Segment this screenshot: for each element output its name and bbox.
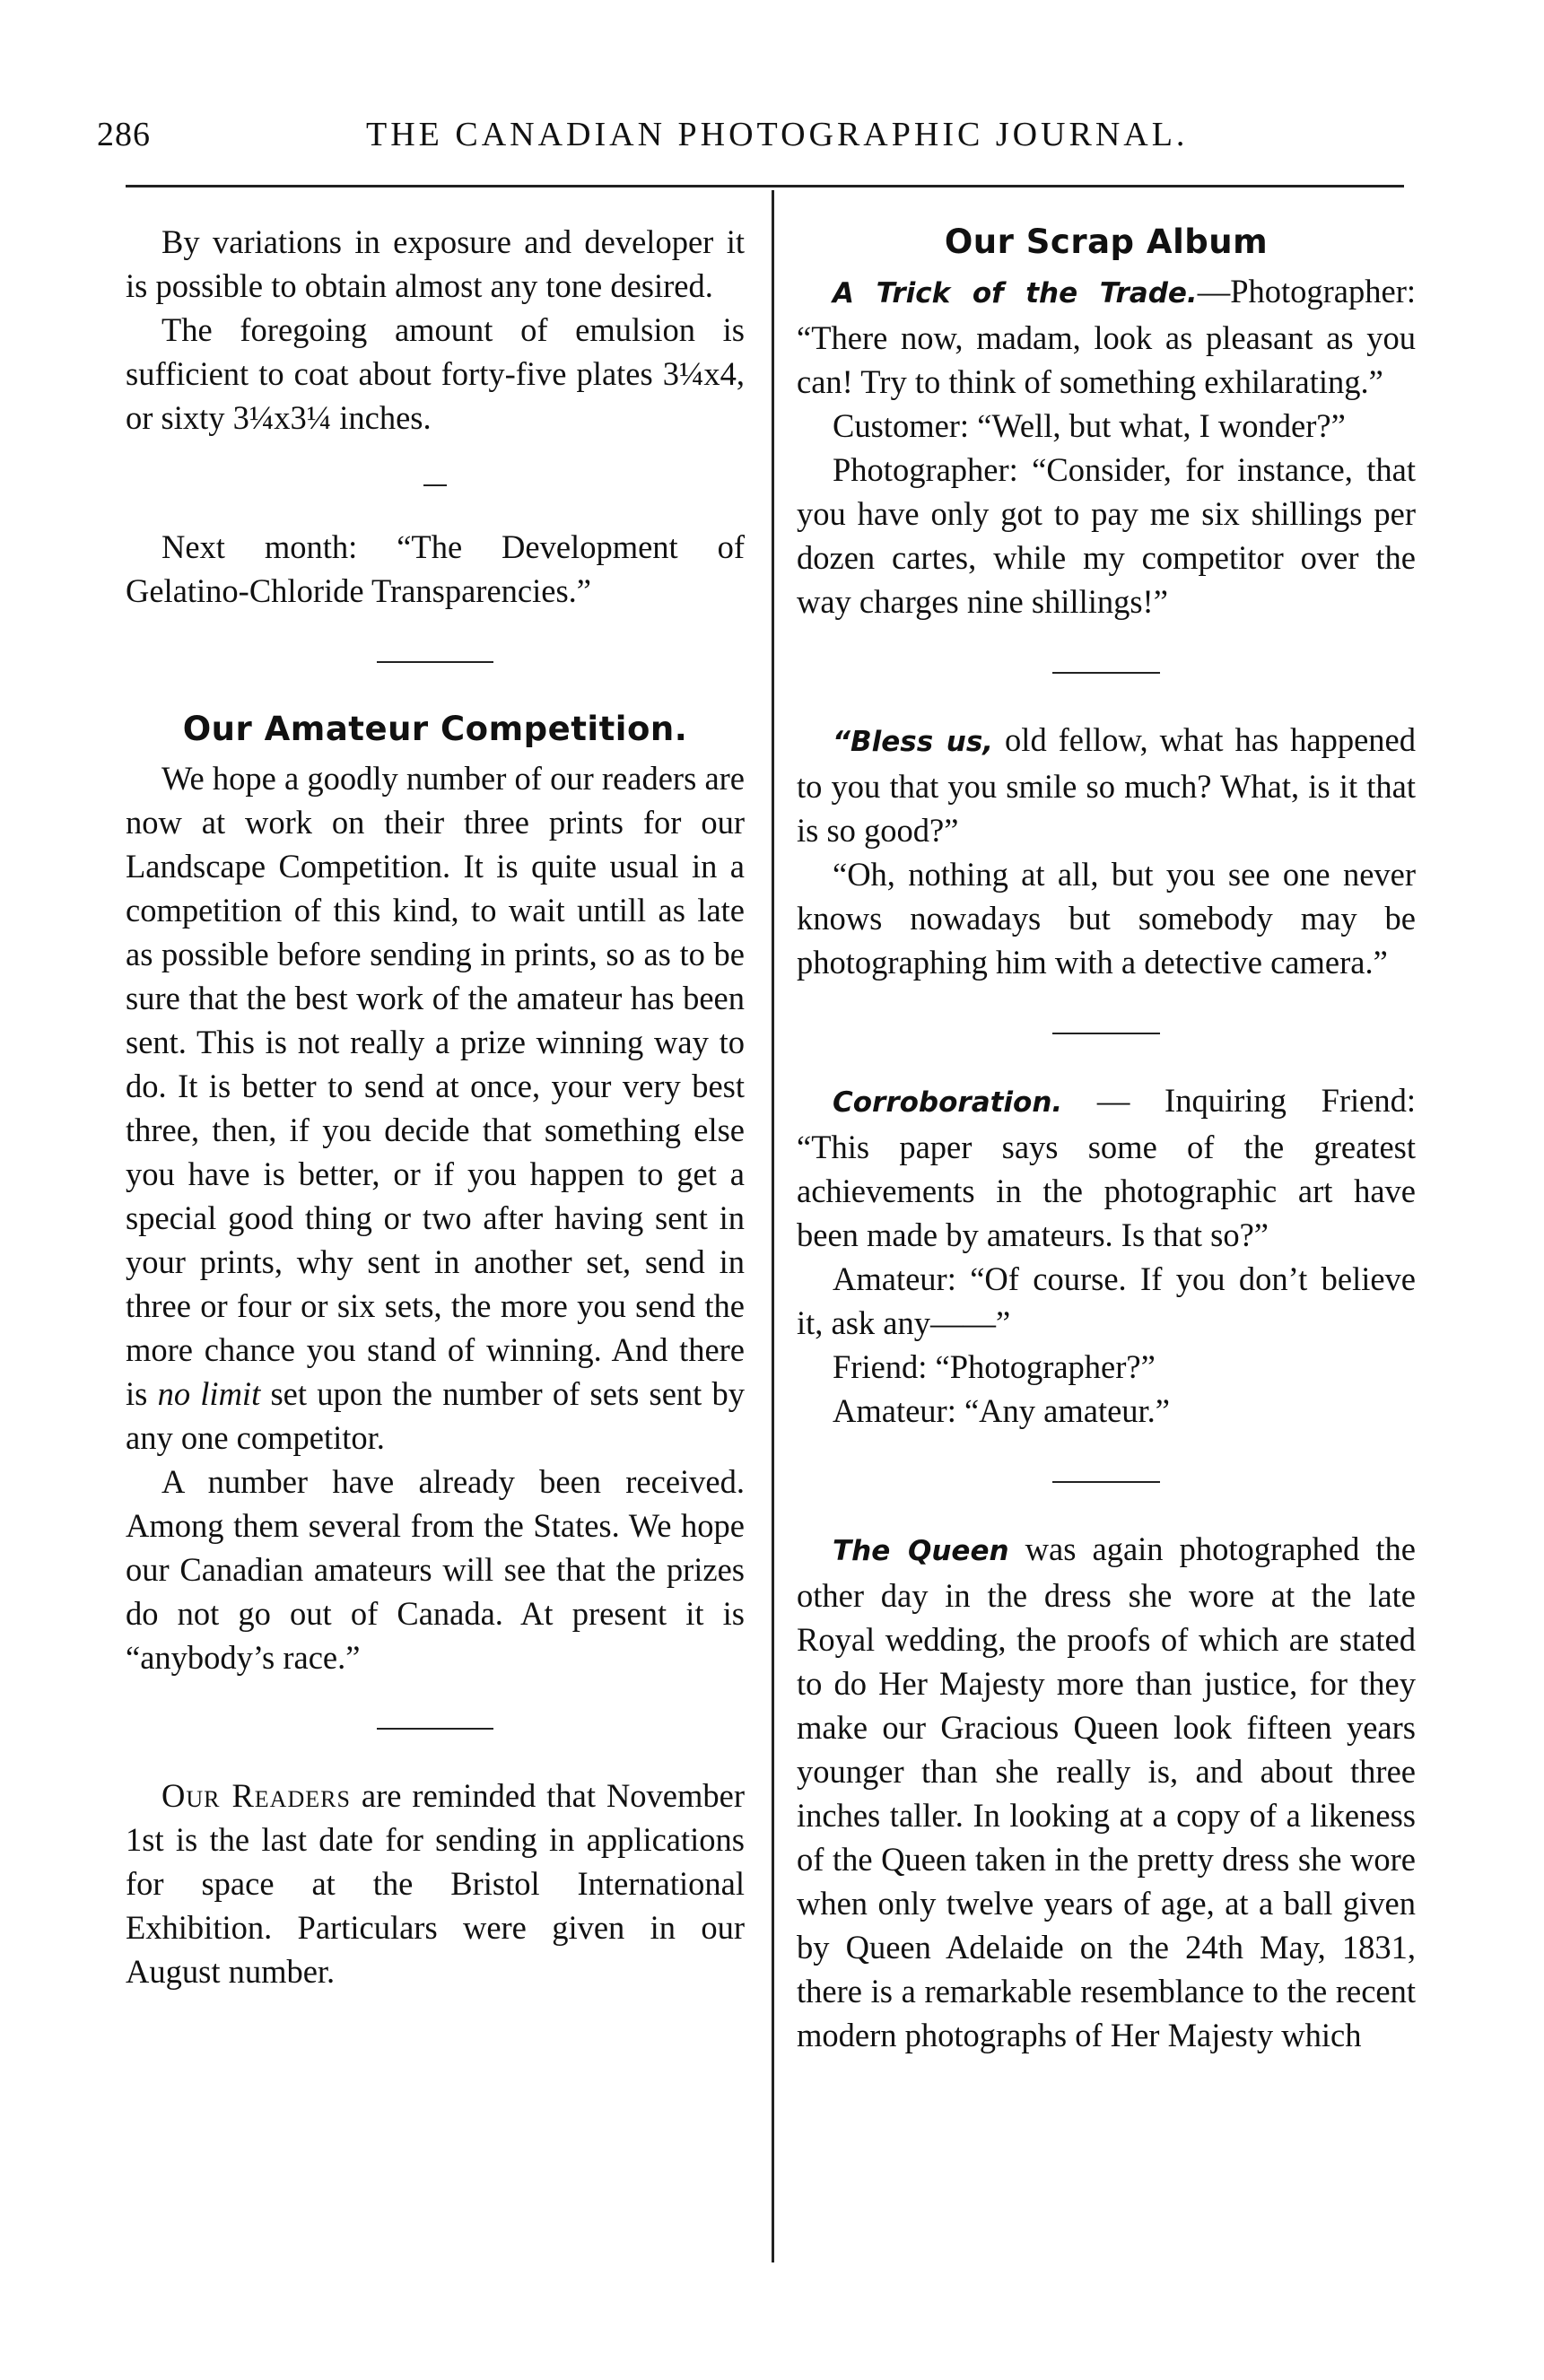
journal-title: THE CANADIAN PHOTOGRAPHIC JOURNAL. — [366, 116, 1189, 153]
scrap-album-heading: Our Scrap Album — [944, 222, 1269, 261]
amateur-paragraph-1 — [126, 756, 745, 1460]
queen-run-head: The Queen — [833, 1535, 1009, 1567]
item-separator — [797, 1007, 1416, 1051]
header-rule — [126, 185, 1404, 187]
item-separator — [797, 647, 1416, 691]
left-column — [126, 220, 745, 1993]
corroboration-paragraph-2: Amateur: “Of course. If you don’t believe it, ask any——” — [797, 1260, 1416, 1341]
trick-paragraph-1 — [797, 269, 1416, 404]
amateur-paragraph-1-text-b: set upon the number of sets sent by any one competitor. — [126, 1375, 745, 1456]
corroboration-paragraph-1 — [797, 1078, 1416, 1257]
trick-paragraph-3: Photographer: “Consider, for instance, that you have only got to pay me six shillings per dozen cartes, while my competitor over the way charges nine shillings!” — [797, 451, 1416, 620]
corroboration-run-head: Corroboration. — [833, 1086, 1063, 1119]
column-divider — [772, 190, 774, 2262]
bless-run-head: “Bless us, — [833, 726, 994, 758]
readers-lead: Our Readers — [161, 1777, 351, 1814]
queen-paragraph — [797, 1527, 1416, 2057]
corroboration-paragraph-3: Friend: “Photographer?” — [833, 1348, 1156, 1385]
trick-paragraph-1-text: —Photographer: “There now, madam, look as pleasant as you can! Try to think of something exhilarating.” — [797, 273, 1416, 400]
amateur-paragraph-1-text-a: We hope a goodly number of our readers are now at work on their three prints for our Landscape Competition. It is quite usual in a competition of this kind, to wait untill as late as possible before sending in prints, so as to be sure that the best work of the amateur has been sent. This is not really a prize winning way to do. It is better to send at once, your very best three, then, if you decide that something else you have is better, or if you happen to get a special good thing or two after having sent in your prints, why sent in another set, send in three or four or six sets, the more you send the more chance you stand of winning. And there is — [126, 760, 745, 1412]
next-month-note: Next month: “The Development of Gelatino-Chloride Transparencies.” — [126, 528, 745, 609]
running-header — [97, 115, 1461, 169]
bless-paragraph-1 — [797, 718, 1416, 852]
bless-paragraph-1-text: old fellow, what has happened to you that you smile so much? What, is it that is so good?” — [797, 721, 1416, 849]
section-separator — [126, 636, 745, 680]
corroboration-paragraph-1-text: — Inquiring Friend: “This paper says some of the greatest achievements in the photographic art have been made by amateurs. Is that so?” — [797, 1082, 1417, 1253]
item-separator — [797, 1456, 1416, 1500]
readers-notice — [126, 1774, 745, 1993]
short-dash-separator — [126, 459, 745, 503]
amateur-competition-heading: Our Amateur Competition. — [182, 710, 688, 748]
readers-notice-text: are reminded that November 1st is the last date for sending in applications for space at the Bristol International Exhibition. Particulars were given in our August number. — [126, 1777, 746, 1990]
page-number: 286 — [97, 116, 151, 153]
amateur-paragraph-2: A number have already been received. Among them several from the States. We hope our Canadian amateurs will see that the prizes do not go out of Canada. At present it is “anybody’s race.” — [126, 1463, 745, 1676]
no-limit-emphasis: no limit — [157, 1375, 261, 1412]
emulsion-paragraph-2: The foregoing amount of emulsion is sufficient to coat about forty-five plates 3¼x4, or sixty 3¼x3¼ inches. — [126, 311, 745, 436]
trick-paragraph-2: Customer: “Well, but what, I wonder?” — [833, 407, 1346, 444]
section-separator — [126, 1703, 745, 1747]
emulsion-paragraph-1: By variations in exposure and developer it is possible to obtain almost any tone desired. — [126, 223, 745, 304]
bless-paragraph-2: “Oh, nothing at all, but you see one never knows nowadays but somebody may be photographing him with a detective camera.” — [797, 856, 1416, 981]
trick-run-head: A Trick of the Trade. — [833, 277, 1198, 309]
right-column — [797, 220, 1416, 2057]
queen-paragraph-text: was again photographed the other day in the dress she wore at the late Royal wedding, the proofs of which are stated to do Her Majesty more than justice, for they make our Gracious Queen look fifteen years younger than she really is, and about three inches taller. In looking at a copy of a likeness of the Queen taken in the pretty dress she wore when only twelve years of age, at a ball given by Queen Adelaide on the 24th May, 1831, there is a remarkable resemblance to the recent modern photographs of Her Majesty which — [797, 1530, 1417, 2053]
corroboration-paragraph-4: Amateur: “Any amateur.” — [833, 1392, 1170, 1429]
